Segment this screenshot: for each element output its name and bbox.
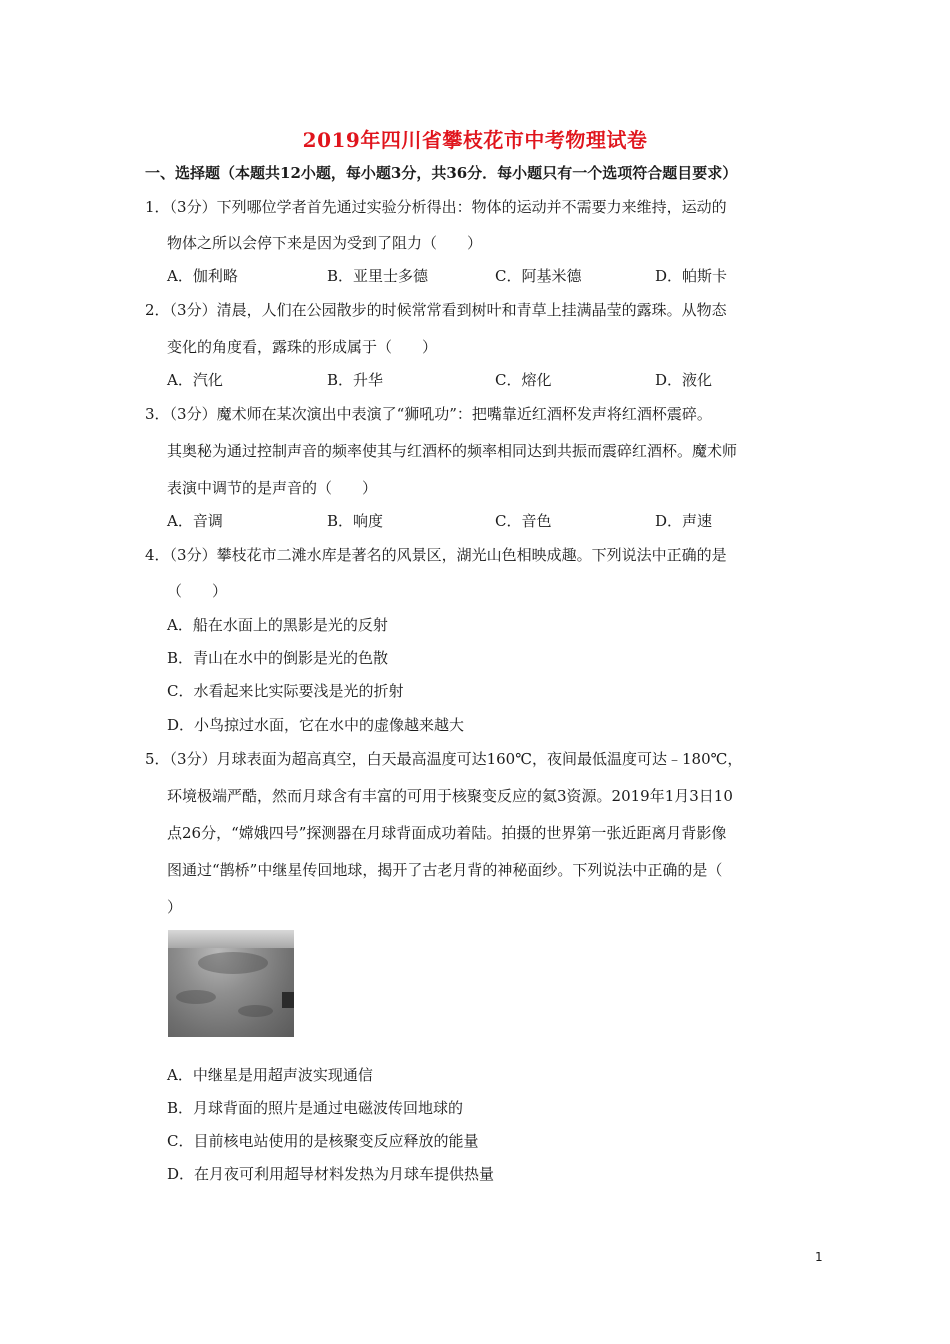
q1-stem-line1: 1．（3分）下列哪位学者首先通过实验分析得出：物体的运动并不需要力来维持，运动的	[145, 198, 727, 216]
photo-sky	[168, 930, 294, 948]
q3-stem-line1: 3．（3分）魔术师在某次演出中表演了“狮吼功”：把嘴靠近红酒杯发声将红酒杯震碎。	[145, 405, 712, 423]
q1-option-b: B．亚里士多德	[327, 267, 429, 285]
q5-stem-line2: 环境极端严酷，然而月球含有丰富的可用于核聚变反应的氦3资源。2019年1月3日10	[167, 787, 733, 805]
photo-crater	[238, 1005, 273, 1017]
page-number: 1	[815, 1250, 823, 1264]
photo-rover-arm	[282, 992, 294, 1008]
photo-crater	[176, 990, 216, 1004]
q5-stem-line1: 5．（3分）月球表面为超高真空，白天最高温度可达160℃，夜间最低温度可达﹣180℃，	[145, 750, 743, 768]
q2-stem-line2: 变化的角度看，露珠的形成属于（ ）	[167, 338, 438, 356]
q1-stem-line2: 物体之所以会停下来是因为受到了阻力（ ）	[167, 234, 483, 252]
q5-stem-line5: ）	[167, 898, 183, 916]
q4-stem-line1: 4．（3分）攀枝花市二滩水库是著名的风景区，湖光山色相映成趣。下列说法中正确的是	[145, 546, 727, 564]
photo-crater	[198, 952, 268, 974]
q3-option-c: C．音色	[495, 512, 552, 530]
q5-option-d: D．在月夜可利用超导材料发热为月球车提供热量	[167, 1165, 495, 1183]
q3-stem-line3: 表演中调节的是声音的（ ）	[167, 479, 378, 497]
moon-surface-photo	[168, 930, 294, 1037]
q5-stem-line4: 图通过“鹊桥”中继星传回地球，揭开了古老月背的神秘面纱。下列说法中正确的是（	[167, 861, 723, 879]
section-heading: 一、选择题（本题共12小题，每小题3分，共36分．每小题只有一个选项符合题目要求）	[145, 164, 738, 182]
q4-stem-line2: （ ）	[167, 582, 228, 600]
q3-option-b: B．响度	[327, 512, 384, 530]
q3-option-a: A．音调	[167, 512, 223, 530]
q3-option-d: D．声速	[655, 512, 713, 530]
q1-option-d: D．帕斯卡	[655, 267, 728, 285]
q5-option-a: A．中继星是用超声波实现通信	[167, 1066, 373, 1084]
q1-option-c: C．阿基米德	[495, 267, 582, 285]
q2-option-c: C．熔化	[495, 371, 552, 389]
q2-option-a: A．汽化	[167, 371, 223, 389]
q2-stem-line1: 2．（3分）清晨，人们在公园散步的时候常常看到树叶和青草上挂满晶莹的露珠。从物态	[145, 301, 727, 319]
q4-option-d: D．小鸟掠过水面，它在水中的虚像越来越大	[167, 716, 465, 734]
q5-option-c: C．目前核电站使用的是核聚变反应释放的能量	[167, 1132, 479, 1150]
q4-option-c: C．水看起来比实际要浅是光的折射	[167, 682, 404, 700]
q4-option-a: A．船在水面上的黑影是光的反射	[167, 616, 388, 634]
q4-option-b: B．青山在水中的倒影是光的色散	[167, 649, 389, 667]
q5-option-b: B．月球背面的照片是通过电磁波传回地球的	[167, 1099, 464, 1117]
q5-stem-line3: 点26分，“嫦娥四号”探测器在月球背面成功着陆。拍摄的世界第一张近距离月背影像	[167, 824, 727, 842]
q2-option-d: D．液化	[655, 371, 713, 389]
q3-stem-line2: 其奥秘为通过控制声音的频率使其与红酒杯的频率相同达到共振而震碎红酒杯。魔术师	[167, 442, 738, 460]
q2-option-b: B．升华	[327, 371, 384, 389]
page-title: 2019年四川省攀枝花市中考物理试卷	[302, 128, 648, 152]
q1-option-a: A．伽利略	[167, 267, 238, 285]
